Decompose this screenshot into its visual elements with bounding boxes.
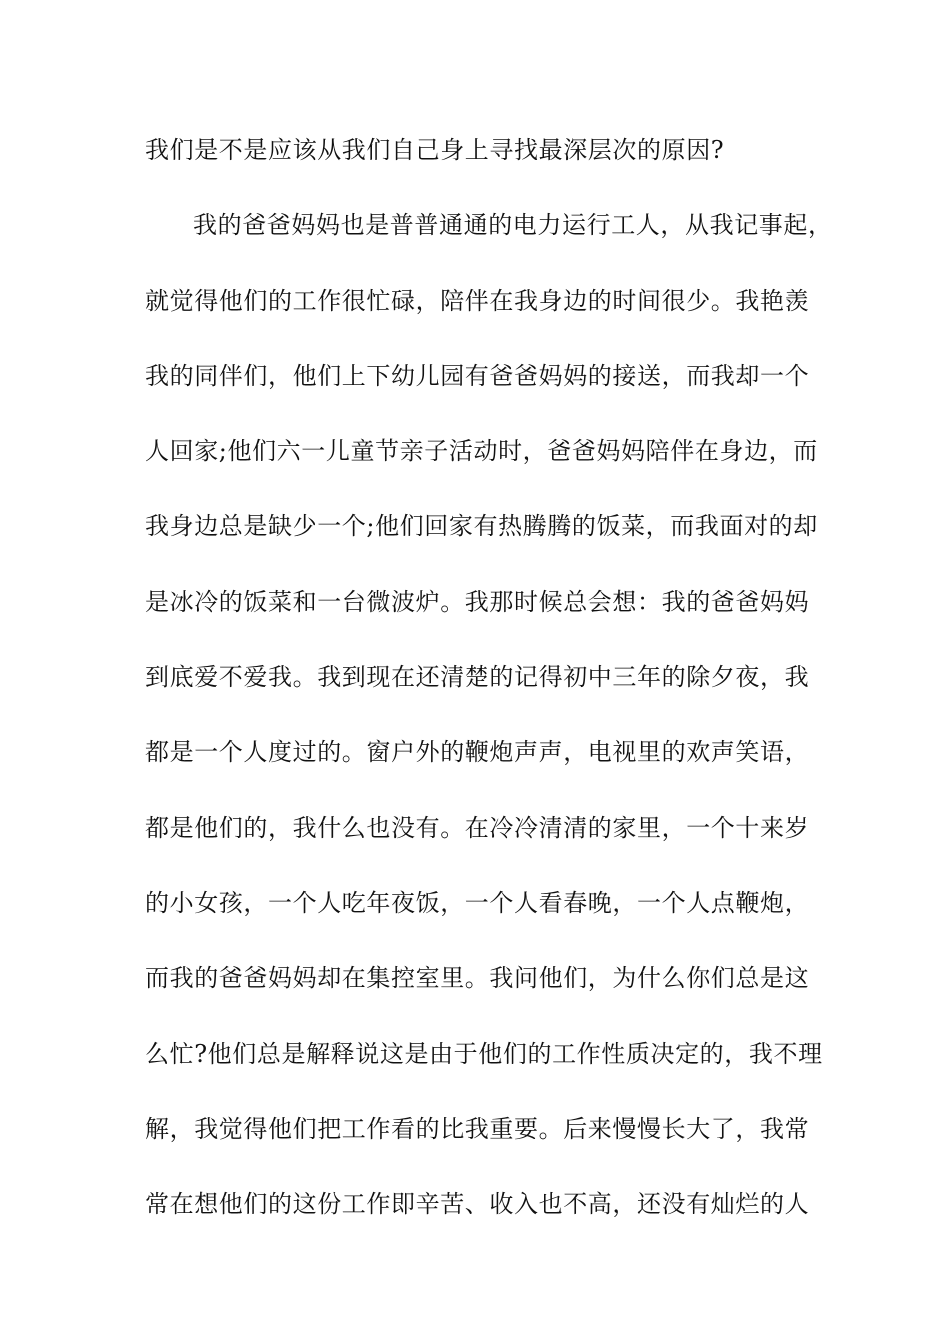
text-line: 就觉得他们的工作很忙碌，陪伴在我身边的时间很少。我艳羡 (145, 286, 810, 315)
text-line: 到底爱不爱我。我到现在还清楚的记得初中三年的除夕夜，我 (145, 663, 810, 692)
text-line: 我身边总是缺少一个;他们回家有热腾腾的饭菜，而我面对的却 (145, 512, 818, 541)
text-line: 都是他们的，我什么也没有。在冷冷清清的家里，一个十来岁 (145, 813, 810, 842)
text-line: 是冰冷的饭菜和一台微波炉。我那时候总会想：我的爸爸妈妈 (145, 587, 810, 616)
paragraph-first-line: 我的爸爸妈妈也是普普通通的电力运行工人，从我记事起， (193, 211, 833, 240)
text-line: 么忙?他们总是解释说这是由于他们的工作性质决定的，我不理 (145, 1039, 823, 1068)
text-line: 人回家;他们六一儿童节亲子活动时，爸爸妈妈陪伴在身边，而 (145, 437, 818, 466)
text-line: 而我的爸爸妈妈却在集控室里。我问他们，为什么你们总是这 (145, 964, 810, 993)
text-line: 常在想他们的这份工作即辛苦、收入也不高，还没有灿烂的人 (145, 1190, 810, 1219)
body-text (145, 128, 845, 1257)
text-line: 的小女孩，一个人吃年夜饭，一个人看春晚，一个人点鞭炮， (145, 888, 810, 917)
text-line: 解，我觉得他们把工作看的比我重要。后来慢慢长大了，我常 (145, 1114, 810, 1143)
text-line: 我的同伴们，他们上下幼儿园有爸爸妈妈的接送，而我却一个 (145, 361, 810, 390)
text-line: 都是一个人度过的。窗户外的鞭炮声声，电视里的欢声笑语， (145, 738, 810, 767)
text-line: 我们是不是应该从我们自己身上寻找最深层次的原因? (145, 136, 725, 164)
